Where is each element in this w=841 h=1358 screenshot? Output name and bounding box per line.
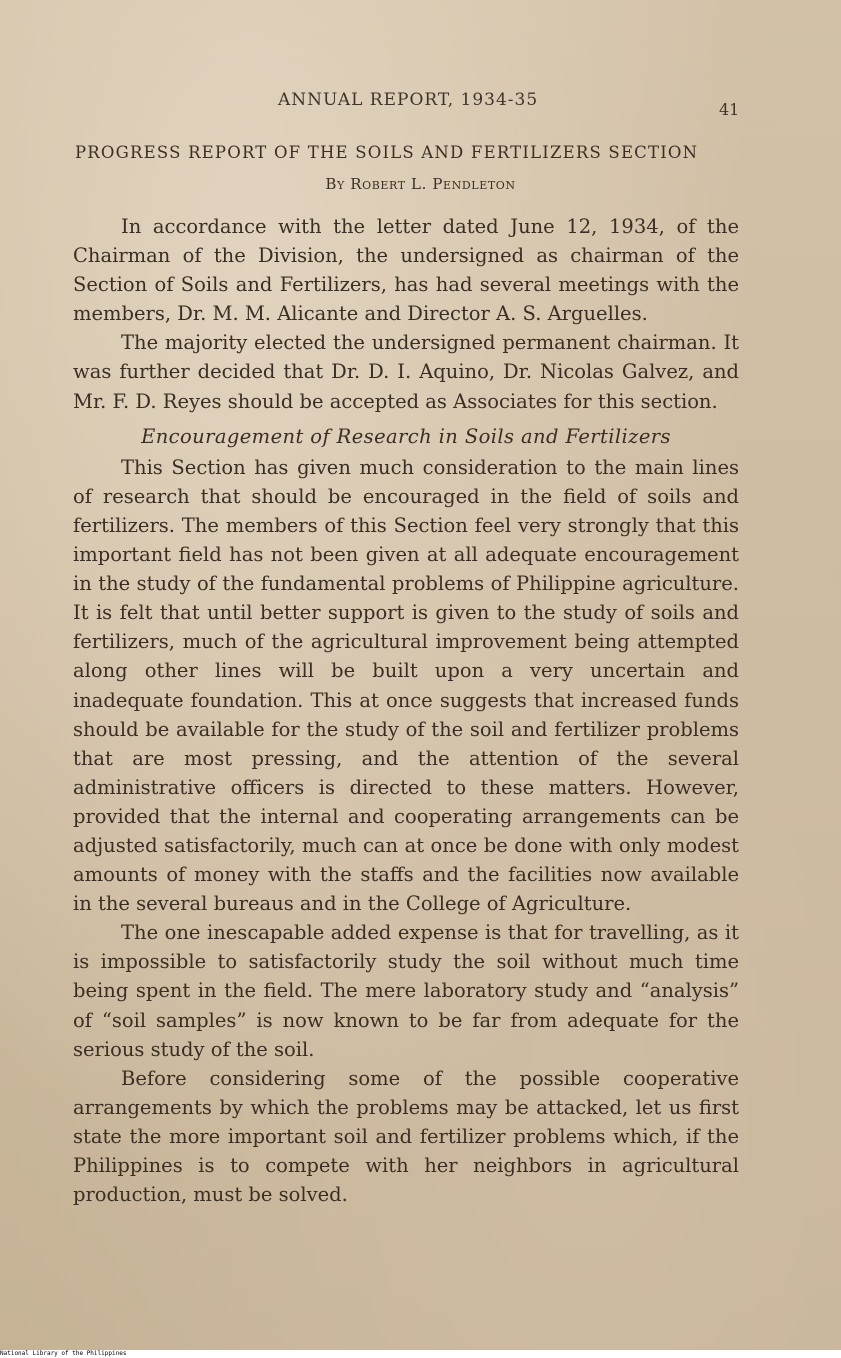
section-paragraph-1: This Section has given much consideration to the main lines of research that should be encouraged in the field of soils and fertilizers. The members of this Section feel very strongly that this important field has not been given at all adequate encouragement in the study of the fundamental problems of Philippine agriculture. It is felt that until better support is given to the study of soils and fertilizers, much of the agricultural improvement being attempted along other lines will be built upon a very uncertain and inadequate foundation. This at once suggests that increased funds should be available for the study of the soil and fertilizer problems that are most pressing, and the attention of the several administrative officers is directed to these matters. However, provided that the internal and cooperating arrangements can be adjusted satisfactorily, much can at once be done with only modest amounts of money with the staffs and the facilities now available in the several bureaus and in the College of Agriculture. [73,455,739,916]
author-byline: By Robert L. Pendleton [325,175,516,193]
running-title: ANNUAL REPORT, 1934-35 [278,90,539,110]
body-paragraph-1: In accordance with the letter dated June 12, 1934, of the Chairman of the Division, the undersigned as chairman of the Section of Soils and Fertilizers, has had several meetings with the members, Dr. M. M. Alicante and Director A. S. Arguelles. [73,215,739,326]
footer-credit: National Library of the Philippines [0,1350,127,1357]
footer-bar [0,1350,841,1358]
report-title: PROGRESS REPORT OF THE SOILS AND FERTILIZERS SECTION [75,143,699,162]
section-paragraph-3: Before considering some of the possible cooperative arrangements by which the problems may be attacked, let us first state the more important soil and fertilizer problems which, if the Philippines is to compete with her neighbors in agricultural production, must be solved. [73,1066,739,1207]
report-body [73,212,739,1209]
section-paragraph-2: The one inescapable added expense is that for travelling, as it is impossible to satisfactorily study the soil without much time being spent in the field. The mere laboratory study and “analysis” of “soil samples” is now known to be far from adequate for the serious study of the soil. [73,921,739,1061]
section-heading: Encouragement of Research in Soils and Fertilizers [141,424,671,448]
page-number: 41 [719,100,740,119]
body-paragraph-2: The majority elected the undersigned permanent chairman. It was further decided that Dr. D. I. Aquino, Dr. Nicolas Galvez, and Mr. F. D. Reyes should be accepted as Associates for this section. [73,331,739,413]
page-header [0,90,841,120]
